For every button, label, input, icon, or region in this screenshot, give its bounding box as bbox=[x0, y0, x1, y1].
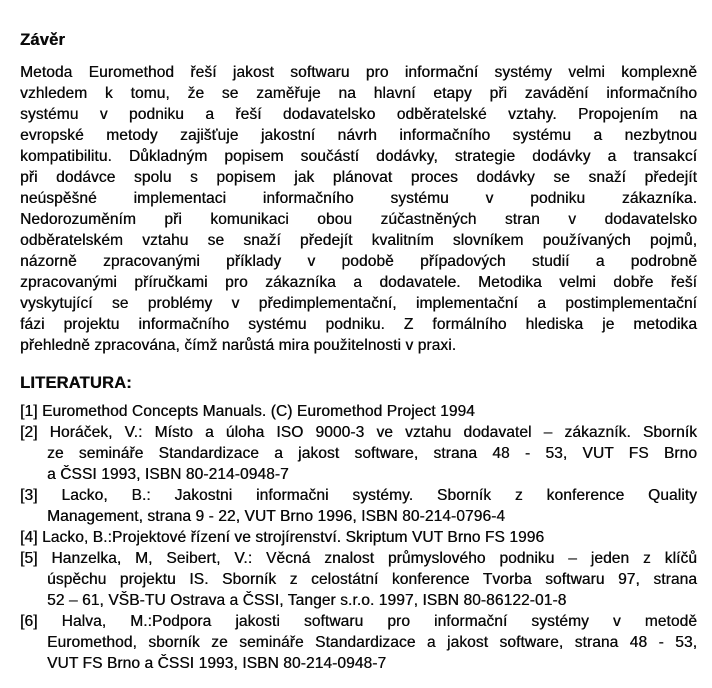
conclusion-paragraph bbox=[20, 62, 697, 356]
paragraph-line: vzhledem k tomu, že se zaměřuje na hlavní etapy při zavádění informačního bbox=[20, 85, 697, 102]
reference-label: [1] bbox=[20, 403, 38, 420]
paragraph-line: neúspěšné implementaci informačního systému v podniku zákazníka. bbox=[20, 190, 697, 207]
reference-label: [5] bbox=[20, 550, 38, 567]
reference-line: Euromethod, sborník ze semináře Standardizace a jakost software, strana 48 - 53, bbox=[47, 634, 697, 651]
reference-line: VUT FS Brno a ČSSI 1993, ISBN 80-214-0948-7 bbox=[47, 655, 387, 672]
reference-text: Lacko, B.: Jakostni informačni systémy. Sborník z konference Quality bbox=[61, 487, 697, 504]
reference-line: úspěchu projektu IS. Sborník z celostátní konference Tvorba softwaru 97, strana bbox=[47, 571, 697, 588]
reference-item bbox=[20, 611, 697, 674]
reference-item bbox=[20, 401, 697, 422]
paragraph-line: přehledně zpracována, čímž narůstá mira použitelnosti v praxi. bbox=[20, 337, 457, 354]
paragraph-line: Metoda Euromethod řeší jakost softwaru pro informační systémy velmi komplexně bbox=[20, 64, 697, 81]
paragraph-line: při dodávce spolu s popisem jak plánovat proces dodávky se snaží předejít bbox=[20, 169, 697, 186]
reference-text: Halva, M.:Podpora jakosti softwaru pro informační systémy v metodě bbox=[61, 613, 697, 630]
reference-item bbox=[20, 527, 697, 548]
paragraph-line: systému v podniku a řeší dodavatelsko odběratelské vztahy. Propojením na bbox=[20, 106, 697, 123]
reference-item bbox=[20, 548, 697, 611]
paragraph-line: vyskytující se problémy v předimplementační, implementační a postimplementační bbox=[20, 295, 697, 312]
reference-line bbox=[20, 401, 697, 422]
reference-label: [4] bbox=[20, 529, 38, 546]
reference-line: 52 – 61, VŠB-TU Ostrava a ČSSI, Tanger s.r.o. 1997, ISBN 80-86122-01-8 bbox=[47, 592, 567, 609]
reference-line: ze semináře Standardizace a jakost software, strana 48 - 53, VUT FS Brno bbox=[47, 445, 697, 462]
reference-label: [3] bbox=[20, 487, 38, 504]
conclusion-heading: Závěr bbox=[20, 31, 66, 49]
reference-line bbox=[20, 485, 697, 506]
reference-item bbox=[20, 485, 697, 527]
paragraph-line: názorně zpracovanými příklady v podobě případových studií a podrobně bbox=[20, 253, 697, 270]
reference-line bbox=[20, 527, 697, 548]
reference-item bbox=[20, 422, 697, 485]
reference-list bbox=[20, 401, 697, 674]
paragraph-line: kompatibilitu. Důkladným popisem součástí dodávky, strategie dodávky a transakcí bbox=[20, 148, 697, 165]
paragraph-line: odběratelském vztahu se snaží předejít kvalitním slovníkem používaných pojmů, bbox=[20, 232, 697, 249]
paragraph-line: fázi projektu informačního systému podniku. Z formálního hlediska je metodika bbox=[20, 316, 697, 333]
reference-label: [6] bbox=[20, 613, 38, 630]
paragraph-line: Nedorozuměním při komunikaci obou zúčastněných stran v dodavatelsko bbox=[20, 211, 697, 228]
reference-text: Euromethod Concepts Manuals. (C) Euromethod Project 1994 bbox=[41, 403, 475, 420]
paragraph-line: zpracovanými příručkami pro zákazníka a dodavatele. Metodika velmi dobře řeší bbox=[20, 274, 697, 291]
reference-line bbox=[20, 422, 697, 443]
reference-line: a ČSSI 1993, ISBN 80-214-0948-7 bbox=[47, 466, 289, 483]
reference-text: Lacko, B.:Projektové řízení ve strojírenství. Skriptum VUT Brno FS 1996 bbox=[41, 529, 545, 546]
reference-line bbox=[20, 611, 697, 632]
reference-line bbox=[20, 548, 697, 569]
paragraph-line: evropské metody zajišťuje jakostní návrh informačního systému a nezbytnou bbox=[20, 127, 697, 144]
reference-text: Horáček, V.: Místo a úloha ISO 9000-3 ve vztahu dodavatel – zákazník. Sborník bbox=[49, 424, 697, 441]
literature-heading: LITERATURA: bbox=[20, 374, 132, 392]
reference-text: Hanzelka, M, Seibert, V.: Věcná znalost průmyslového podniku – jeden z klíčů bbox=[51, 550, 697, 567]
reference-line: Management, strana 9 - 22, VUT Brno 1996, ISBN 80-214-0796-4 bbox=[47, 508, 506, 525]
reference-label: [2] bbox=[20, 424, 38, 441]
